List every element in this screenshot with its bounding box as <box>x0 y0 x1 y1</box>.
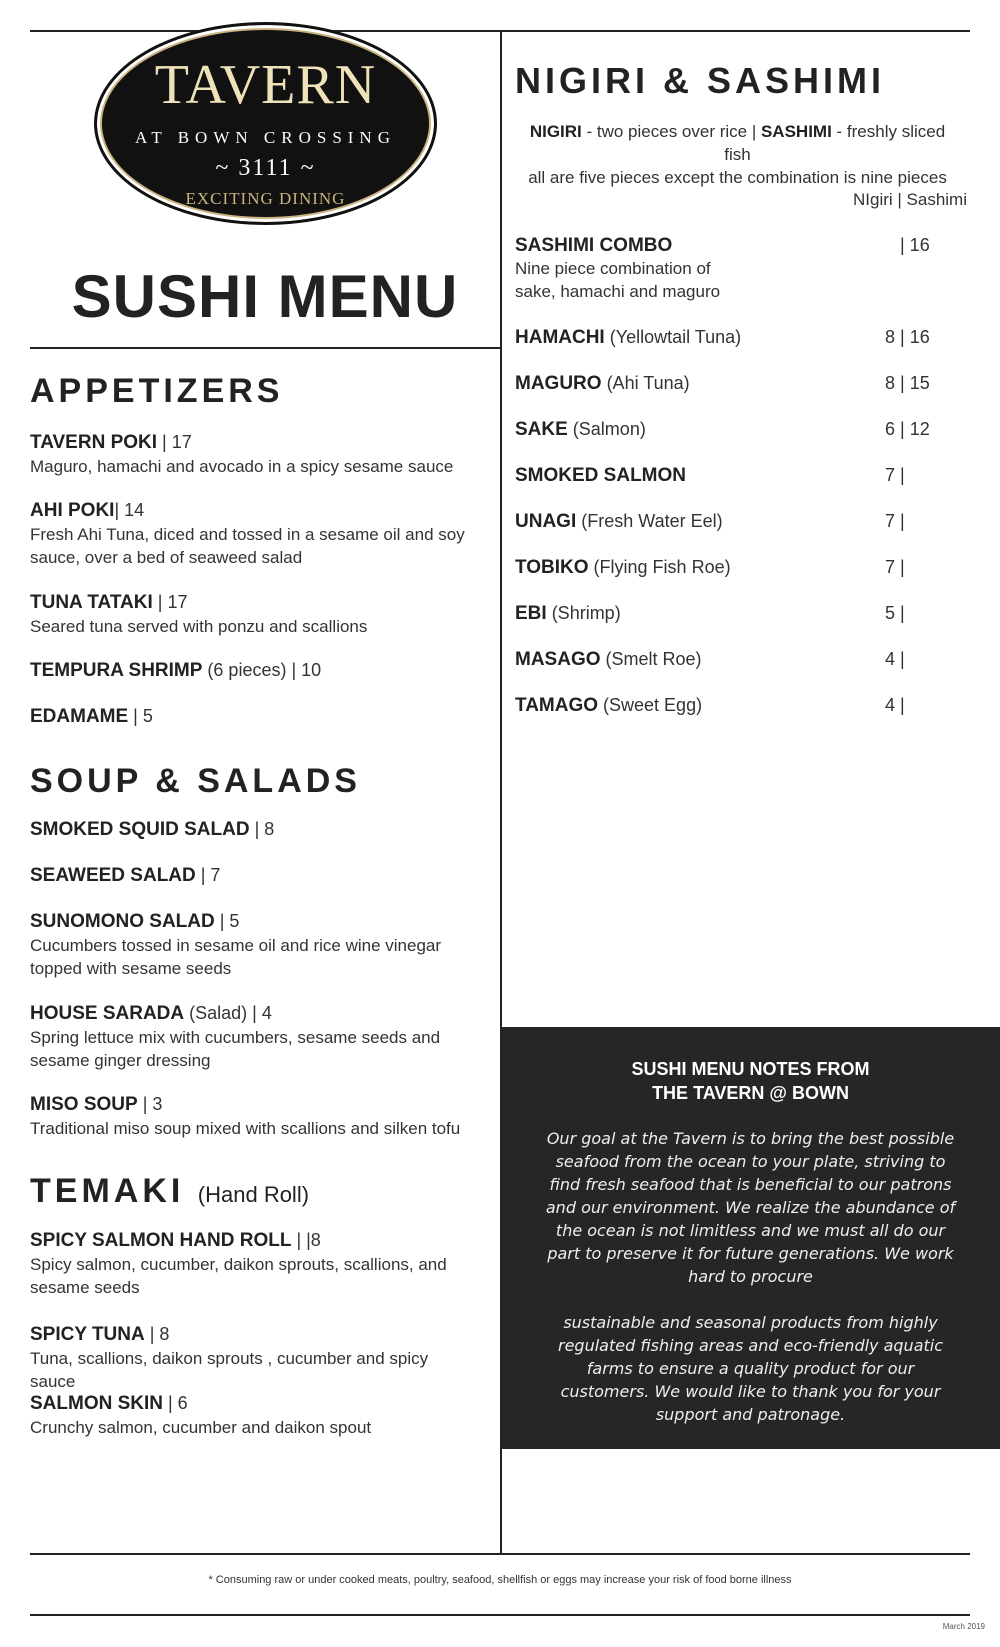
menu-item <box>30 1230 475 1299</box>
item-price: | 8 <box>249 819 275 839</box>
item-note: (6 pieces) <box>202 660 287 680</box>
item-description: Spicy salmon, cucumber, daikon sprouts, scallions, and sesame seeds <box>30 1255 447 1297</box>
intro-sashimi-label: SASHIMI <box>760 122 832 141</box>
item-note: (Shrimp) <box>546 603 621 623</box>
menu-item <box>30 592 475 638</box>
nigiri-item <box>515 419 960 441</box>
temaki-title: TEMAKI <box>30 1172 185 1210</box>
item-name: HOUSE SARADA <box>30 1003 185 1024</box>
item-description: Fresh Ahi Tuna, diced and tossed in a sesame oil and soy sauce, over a bed of seaweed salad <box>30 525 465 567</box>
nigiri-item <box>515 373 960 395</box>
item-description: Seared tuna served with ponzu and scallions <box>30 617 368 636</box>
item-price: | 5 <box>128 706 153 726</box>
soups-heading: SOUP & SALADS <box>30 762 361 800</box>
item-name: SASHIMI COMBO <box>515 235 673 256</box>
menu-item <box>30 660 475 682</box>
item-name: SMOKED SALMON <box>515 465 686 486</box>
menu-item <box>30 1094 475 1140</box>
item-price: | 17 <box>152 592 188 612</box>
logo-number: ~ 3111 ~ <box>215 155 316 181</box>
nigiri-item <box>515 511 960 533</box>
menu-item <box>30 706 475 728</box>
item-name: TEMPURA SHRIMP <box>30 660 203 681</box>
item-price: | |8 <box>291 1230 321 1250</box>
notes-title <box>501 1057 1000 1105</box>
item-description: Traditional miso soup mixed with scallions and silken tofu <box>30 1119 461 1138</box>
intro-line2: all are five pieces except the combination is nine pieces <box>528 168 947 187</box>
page-title: SUSHI MENU <box>71 263 459 330</box>
nigiri-item <box>515 649 960 671</box>
item-name: MAGURO <box>515 373 602 394</box>
item-note: (Fresh Water Eel) <box>576 511 723 531</box>
menu-notes-box <box>501 1027 1000 1449</box>
menu-item <box>30 819 475 841</box>
item-name: SEAWEED SALAD <box>30 865 196 886</box>
item-description: Spring lettuce mix with cucumbers, sesame seeds and sesame ginger dressing <box>30 1028 441 1070</box>
logo-tagline: EXCITING DINING <box>185 189 346 208</box>
nigiri-item <box>515 557 960 579</box>
notes-paragraph: sustainable and seasonal products from highly regulated fishing areas and eco-friendly aquatic farms to ensure a quality product for our customers. We would like to thank you for your support and patronage. <box>557 1313 944 1424</box>
item-note: (Flying Fish Roe) <box>588 557 731 577</box>
item-description: Nine piece combination of sake, hamachi and maguro <box>515 259 721 301</box>
item-name: EBI <box>515 603 547 624</box>
title-rule <box>30 347 500 349</box>
appetizers-heading: APPETIZERS <box>30 372 284 410</box>
revision-date: March 2019 <box>942 1622 985 1631</box>
price-column-header: NIgiri | Sashimi <box>853 190 967 209</box>
item-prices: 4 | <box>885 695 905 715</box>
item-name: EDAMAME <box>30 706 129 727</box>
item-note: (Sweet Egg) <box>598 695 703 715</box>
menu-item <box>30 1003 475 1072</box>
item-name: TUNA TATAKI <box>30 592 153 613</box>
nigiri-item <box>515 327 960 349</box>
menu-item <box>30 1324 475 1393</box>
item-name: TAMAGO <box>515 695 599 716</box>
item-price: | 17 <box>157 432 192 452</box>
item-prices: 8 | 15 <box>885 373 930 393</box>
item-prices: 7 | <box>885 557 905 577</box>
food-safety-footnote: * Consuming raw or under cooked meats, poultry, seafood, shellfish or eggs may increase your risk of food borne illness <box>208 1574 792 1586</box>
item-name: SUNOMONO SALAD <box>30 911 215 932</box>
item-price: | 5 <box>214 911 240 931</box>
item-note: (Smelt Roe) <box>600 649 702 669</box>
item-name: MISO SOUP <box>30 1094 138 1115</box>
nigiri-item <box>515 465 960 487</box>
item-prices: 7 | <box>885 465 905 485</box>
logo-title: TAVERN <box>154 54 377 116</box>
nigiri-heading: NIGIRI & SASHIMI <box>515 60 886 101</box>
logo-subtitle: AT BOWN CROSSING <box>135 128 396 147</box>
temaki-heading <box>30 1172 309 1211</box>
menu-item <box>30 911 475 980</box>
intro-nigiri-label: NIGIRI <box>529 122 582 141</box>
item-name: SPICY TUNA <box>30 1324 145 1345</box>
item-price: | 10 <box>286 660 322 680</box>
item-note: (Yellowtail Tuna) <box>604 327 742 347</box>
item-prices: 7 | <box>885 511 905 531</box>
menu-item <box>30 500 475 569</box>
item-description: Tuna, scallions, daikon sprouts , cucumber and spicy sauce <box>30 1349 429 1391</box>
item-prices: 5 | <box>885 603 905 623</box>
item-name: SALMON SKIN <box>30 1393 163 1414</box>
footer-rule <box>30 1614 970 1616</box>
nigiri-item <box>515 603 960 625</box>
tavern-logo <box>94 22 437 225</box>
item-name: UNAGI <box>515 511 577 532</box>
notes-title-line2: THE TAVERN @ BOWN <box>652 1083 849 1103</box>
item-name: HAMACHI <box>515 327 605 348</box>
item-description: Maguro, hamachi and avocado in a spicy sesame sauce <box>30 457 454 476</box>
temaki-subtitle: (Hand Roll) <box>197 1182 310 1207</box>
item-price: | 3 <box>137 1094 163 1114</box>
item-name: SAKE <box>515 419 568 440</box>
nigiri-item <box>515 235 960 303</box>
item-prices: | 16 <box>885 235 930 255</box>
nigiri-intro <box>515 120 960 189</box>
item-note: (Salmon) <box>567 419 646 439</box>
item-note: (Salad) <box>184 1003 248 1023</box>
item-price: | 6 <box>163 1393 188 1413</box>
menu-item <box>30 1393 475 1439</box>
item-prices: 4 | <box>885 649 905 669</box>
item-name: TAVERN POKI <box>30 432 158 453</box>
item-prices: 6 | 12 <box>885 419 930 439</box>
item-name: AHI POKI <box>30 500 115 521</box>
menu-item <box>30 865 475 887</box>
item-name: TOBIKO <box>515 557 589 578</box>
item-prices: 8 | 16 <box>885 327 930 347</box>
bottom-rule <box>30 1553 970 1555</box>
item-description: Cucumbers tossed in sesame oil and rice wine vinegar topped with sesame seeds <box>30 936 442 978</box>
item-note: (Ahi Tuna) <box>601 373 690 393</box>
item-name: SPICY SALMON HAND ROLL <box>30 1230 292 1251</box>
notes-paragraph: Our goal at the Tavern is to bring the best possible seafood from the ocean to your plate, striving to find fresh seafood that is beneficial to our patrons and our environment. We realize the abundance of the ocean is not limitless and we must all do our part to preserve it for future generations. We work hard to procure <box>545 1129 956 1286</box>
item-price: | 7 <box>195 865 221 885</box>
item-name: MASAGO <box>515 649 601 670</box>
notes-title-line1: SUSHI MENU NOTES FROM <box>631 1059 870 1079</box>
intro-sashimi-text: - freshly sliced fish <box>724 122 946 164</box>
menu-item <box>30 432 475 478</box>
item-price: | 14 <box>114 500 145 520</box>
item-description: Crunchy salmon, cucumber and daikon spout <box>30 1418 372 1437</box>
intro-nigiri-text: - two pieces over rice | <box>581 122 761 141</box>
nigiri-item <box>515 695 960 717</box>
item-price: | 4 <box>247 1003 272 1023</box>
item-price: | 8 <box>144 1324 170 1344</box>
notes-body <box>541 1127 960 1426</box>
item-name: SMOKED SQUID SALAD <box>30 819 250 840</box>
